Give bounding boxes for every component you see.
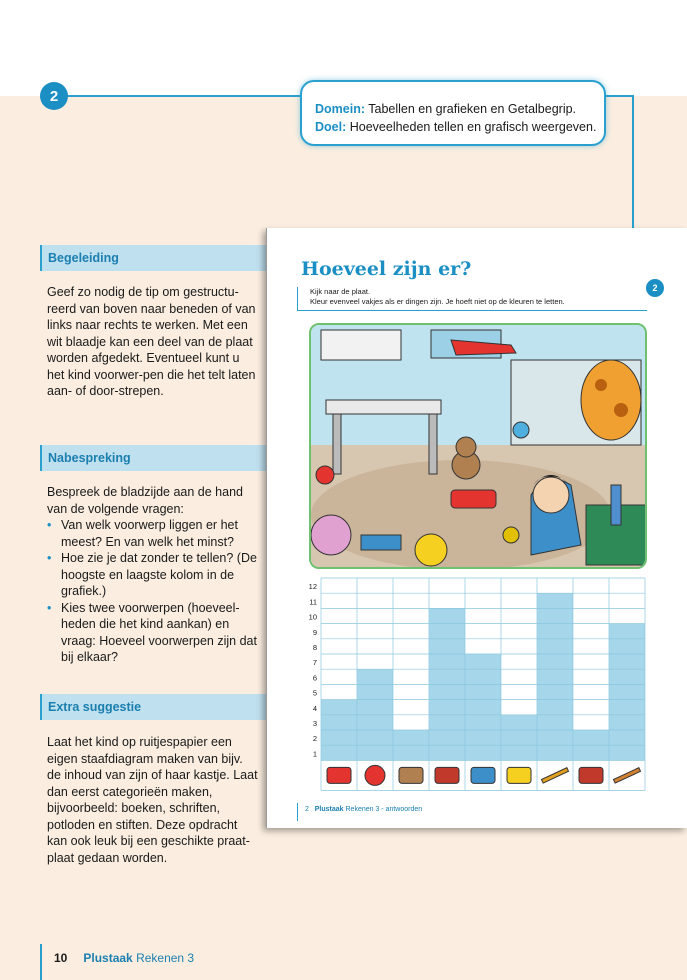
- worksheet-number-badge: 2: [646, 279, 664, 297]
- bar-penseel: [609, 624, 645, 761]
- worksheet-instruction: [297, 287, 647, 311]
- footer-brand: Plustaak: [83, 951, 133, 965]
- y-tick-label: 7: [312, 658, 317, 668]
- y-tick-label: 3: [312, 719, 317, 728]
- bar-chart: [297, 576, 649, 796]
- begeleiding-heading: Begeleiding: [40, 245, 268, 271]
- playroom-illustration: [309, 323, 647, 569]
- instruction-line-2: Kleur evenveel vakjes als er dingen zijn. Je hoeft niet op de kleuren te letten.: [310, 297, 565, 306]
- icon-bal: [365, 765, 385, 785]
- section-number-badge: 2: [40, 82, 68, 110]
- nabespreking-heading: Nabespreking: [40, 445, 268, 471]
- goal-label: Doel:: [315, 120, 347, 134]
- instruction-line-1: Kijk naar de plaat.: [310, 287, 371, 296]
- begeleiding-text: Geef zo nodig de tip om gestructu-reerd van boven naar beneden of van links naar rechts te werken. Met een wit blaadje kan een deel van de plaat worden afgedekt. Eventueel kunt u het kind voorwer-pen die het telt laten aan- of door-strepen.: [47, 285, 256, 398]
- extra-text: Laat het kind op ruitjespapier een eigen staafdiagram maken van bijv. de inhoud van zijn of haar kastje. Laat dan eerst categorieën maken, bijvoorbeeld: boeken, schriften, potloden en stiften. Deze opdracht kan ook leuk bij een geschikte praat-plaat gedaan worden.: [47, 735, 258, 865]
- nabespreking-item: • Kies twee voorwerpen (hoeveel-heden die het kind aankan) en vraag: Hoeveel voorwerpen zijn dat bij elkaar?: [47, 600, 259, 666]
- worksheet-footer-page: 2: [305, 806, 309, 813]
- icon-potlood: [541, 768, 568, 783]
- bar-auto: [465, 654, 501, 760]
- domain-goal-box: [300, 80, 606, 146]
- y-tick-label: 5: [312, 688, 317, 698]
- y-tick-label: 4: [312, 703, 317, 713]
- footer-book: Rekenen 3: [136, 951, 195, 965]
- icon-vliegtuig: [327, 767, 351, 783]
- worksheet-footer: [305, 806, 422, 813]
- bar-potlood: [537, 593, 573, 760]
- domain-label: Domein:: [315, 102, 365, 116]
- bar-dobbelsteen: [501, 715, 537, 761]
- footer-rule: [40, 944, 42, 980]
- y-tick-label: 9: [312, 627, 317, 637]
- y-tick-label: 2: [312, 734, 317, 744]
- y-tick-label: 8: [312, 643, 317, 652]
- right-rule: [632, 95, 634, 230]
- icon-beer: [399, 767, 423, 783]
- nabespreking-item: • Hoe zie je dat zonder te tellen? (De hoogste en laagste kolom in de grafiek.): [47, 550, 259, 600]
- page-number: 10: [54, 951, 68, 965]
- goal-text: Hoeveelheden tellen en grafisch weergeven.: [349, 120, 597, 134]
- worksheet-footer-brand: Plustaak: [314, 806, 344, 813]
- y-tick-label: 6: [312, 673, 317, 683]
- worksheet-footer-book: Rekenen 3 - antwoorden: [345, 806, 423, 813]
- y-tick-label: 11: [309, 597, 317, 607]
- nabespreking-intro: Bespreek de bladzijde aan de hand van de volgende vragen:: [47, 485, 243, 516]
- y-tick-label: 1: [312, 749, 317, 759]
- icon-dobbelsteen: [507, 767, 531, 783]
- y-tick-label: 10: [308, 612, 317, 622]
- icon-trein: [579, 767, 603, 783]
- y-tick-label: 12: [308, 582, 317, 592]
- nabespreking-block: [47, 484, 259, 666]
- nabespreking-item: • Van welk voorwerp liggen er het meest? En van welk het minst?: [47, 517, 259, 550]
- icon-boek: [435, 767, 459, 783]
- page-footer: [54, 951, 194, 965]
- worksheet-page: [266, 228, 687, 828]
- worksheet-footer-rule: [297, 803, 298, 821]
- worksheet-title: Hoeveel zijn er?: [301, 258, 472, 280]
- domain-text: Tabellen en grafieken en Getalbegrip.: [368, 102, 577, 116]
- icon-penseel: [613, 768, 640, 783]
- extra-heading: Extra suggestie: [40, 694, 268, 720]
- icon-auto: [471, 767, 495, 783]
